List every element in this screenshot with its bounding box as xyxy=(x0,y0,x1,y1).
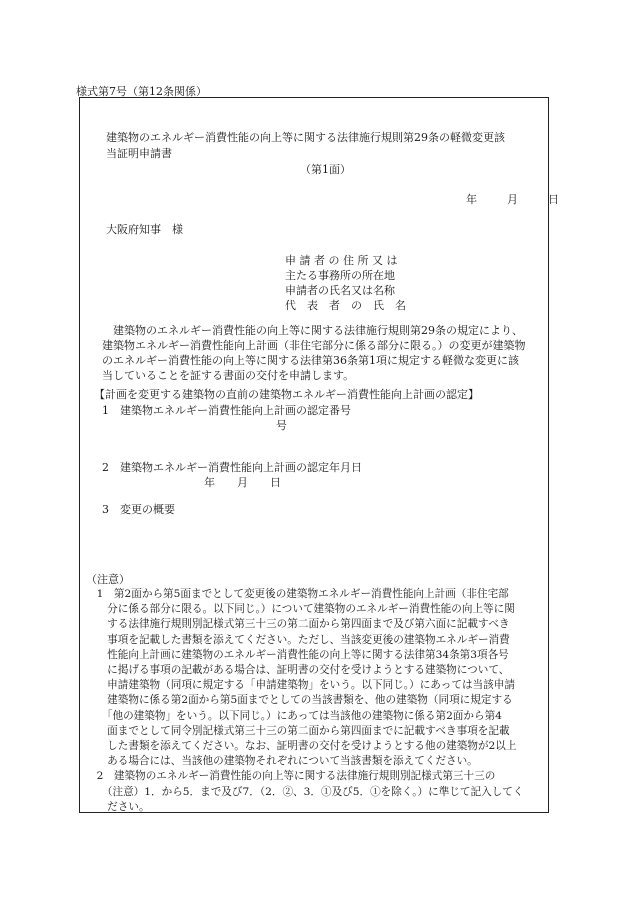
statement-line: のエネルギー消費性能の向上等に関する法律第36条第1項に規定する軽微な変更に該 xyxy=(102,354,519,367)
page-label: （第1面） xyxy=(300,163,351,176)
statement-line: 建築物のエネルギー消費性能の向上等に関する法律施行規則第29条の規定により、 xyxy=(102,324,523,337)
notes-heading: （注意） xyxy=(86,573,130,586)
date-month: 月 xyxy=(507,193,518,206)
notes-text xyxy=(86,587,523,815)
applicant-office-label: 主たる事務所の所在地 xyxy=(285,269,395,282)
applicant-fields xyxy=(285,253,406,313)
form-title xyxy=(106,130,505,162)
date-year: 年 xyxy=(466,193,477,206)
item-date-fields: 年 月 日 xyxy=(204,476,281,489)
note-line: 事項を記載した書類を添えてください。ただし、当該変更後の建築物エネルギー消費 xyxy=(86,633,510,646)
date-day: 日 xyxy=(548,193,559,206)
note-line: ある場合には、当該他の建築物それぞれについて当該書類を添えてください。 xyxy=(86,755,478,768)
statement-line: 当していることを証する書面の交付を申請します。 xyxy=(102,369,355,382)
item-certification-date: 2 建築物エネルギー消費性能向上計画の認定年月日 xyxy=(102,461,362,474)
title-line: 建築物のエネルギー消費性能の向上等に関する法律施行規則第29条の軽微変更該 xyxy=(106,131,505,144)
note-line: 分に係る部分に限る。以下同じ。）について建築物のエネルギー消費性能の向上等に関 xyxy=(86,603,515,616)
section-heading: 【計画を変更する建築物の直前の建築物エネルギー消費性能向上計画の認定】 xyxy=(94,388,479,401)
item-number-suffix: 号 xyxy=(276,419,287,432)
title-line: 当証明申請書 xyxy=(106,147,172,160)
note-line: 面までとして同令別記様式第三十三の第二面から第四面までに記載すべき事項を記載 xyxy=(86,724,510,737)
note-line: ださい。 xyxy=(86,800,150,813)
note-line: に掲げる事項の記載がある場合は、証明書の交付を受けようとする建築物について、 xyxy=(86,664,510,677)
note-line: 1 第2面から第5面までとして変更後の建築物エネルギー消費性能向上計画（非住宅部 xyxy=(86,588,509,600)
note-line: 申請建築物（同項に規定する「申請建築物」をいう。以下同じ。）にあっては当該申請 xyxy=(86,679,515,692)
note-line: する法律施行規則別記様式第三十三の第二面から第四面まで及び第六面に記載すべき xyxy=(86,618,510,631)
representative-name-label: 代 表 者 の 氏 名 xyxy=(285,299,406,312)
note-line: 2 建築物のエネルギー消費性能の向上等に関する法律施行規則別記様式第三十三の xyxy=(86,770,496,783)
date-field xyxy=(466,192,559,208)
application-statement xyxy=(102,323,526,383)
note-line: 性能向上計画に建築物のエネルギー消費性能の向上等に関する法律第34条第3項各号 xyxy=(86,648,509,661)
application-form-frame xyxy=(79,97,559,813)
item-certification-number: 1 建築物エネルギー消費性能向上計画の認定番号 xyxy=(102,404,351,417)
note-line: 「他の建築物」をいう。以下同じ。）にあっては当該他の建築物に係る第2面から第4 xyxy=(86,709,502,722)
note-line: （注意）1．から5．まで及び7．（2．②、3．①及び5．①を除く。）に準じて記入してく xyxy=(86,785,524,798)
note-line: 建築物に係る第2面から第5面までとしての当該書類を、他の建築物（同項に規定する xyxy=(86,694,513,707)
applicant-address-label: 申 請 者 の 住 所 又 は xyxy=(285,254,398,267)
applicant-name-label: 申請者の氏名又は名称 xyxy=(285,284,395,297)
statement-line: 建築物エネルギー消費性能向上計画（非住宅部分に係る部分に限る。）の変更が建築物 xyxy=(102,339,526,352)
form-number: 様式第7号（第12条関係） xyxy=(76,85,207,98)
item-change-summary: 3 変更の概要 xyxy=(102,503,175,516)
note-line: した書類を添えてください。なお、証明書の交付を受けようとする他の建築物が2以上 xyxy=(86,740,517,753)
addressee: 大阪府知事 様 xyxy=(106,223,183,236)
